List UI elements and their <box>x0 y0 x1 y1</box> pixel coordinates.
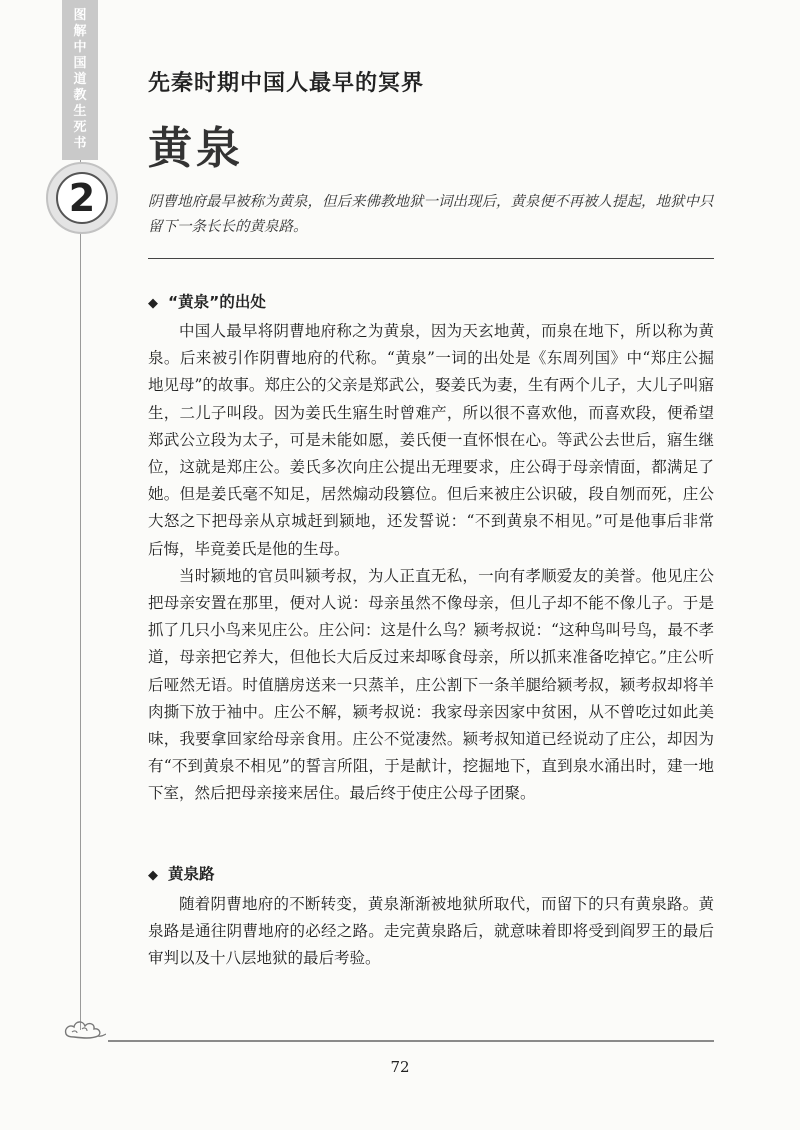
body-paragraph: 当时颍地的官员叫颍考叔，为人正直无私，一向有孝顺爱友的美誉。他见庄公把母亲安置在那里，便对人说：母亲虽然不像母亲，但儿子却不能不像儿子。于是抓了几只小鸟来见庄公。庄公问：这是什么鸟？颍考叔说：“这种鸟叫号鸟，最不孝道，母亲把它养大，但他长大后反过来却啄食母亲，所以抓来准备吃掉它。”庄公听后哑然无语。时值膳房送来一只蒸羊，庄公割下一条羊腿给颍考叔，颍考叔却将羊肉撕下放于袖中。庄公不解，颍考叔说：我家母亲因家中贫困，从不曾吃过如此美味，我要拿回家给母亲食用。庄公不觉凄然。颍考叔知道已经说动了庄公，却因为有“不到黄泉不相见”的誓言所阻，于是献计，挖掘地下，直到泉水涌出时，建一地下室，然后把母亲接来居住。最后终于使庄公母子团聚。 <box>148 566 714 803</box>
page-title: 黄泉 <box>148 123 244 174</box>
section-body-origin <box>148 318 714 808</box>
body-paragraph: 中国人最早将阴曹地府称之为黄泉，因为天玄地黄，而泉在地下，所以称为黄泉。后来被引作阴曹地府的代称。“黄泉”一词的出处是《东周列国》中“郑庄公掘地见母”的故事。郑庄公的父亲是郑武公，娶姜氏为妻，生有两个儿子，大儿子叫寤生，二儿子叫段。因为姜氏生寤生时曾难产，所以很不喜欢他，而喜欢段，便希望郑武公立段为太子，可是未能如愿，姜氏便一直怀恨在心。等武公去世后，寤生继位，这就是郑庄公。姜氏多次向庄公提出无理要求，庄公碍于母亲情面，都满足了她。但是姜氏毫不知足，居然煽动段篡位。但后来被庄公识破，段自刎而死，庄公大怒之下把母亲从京城赶到颍地，还发誓说：“不到黄泉不相见。”可是他事后非常后悔，毕竟姜氏是他的生母。 <box>148 322 714 558</box>
section-heading-origin <box>148 290 266 312</box>
section-heading-text: “黄泉”的出处 <box>168 293 266 311</box>
section-heading-text: 黄泉路 <box>168 865 215 883</box>
body-paragraph: 随着阴曹地府的不断转变，黄泉渐渐被地狱所取代，而留下的只有黄泉路。黄泉路是通往阴曹地府的必经之路。走完黄泉路后，就意味着即将受到阎罗王的最后审判以及十八层地狱的最后考验。 <box>148 895 714 968</box>
cloud-ornament-icon <box>62 1016 106 1042</box>
intro-divider <box>148 258 714 259</box>
footer-divider <box>108 1040 714 1042</box>
margin-vertical-line <box>80 160 81 1030</box>
diamond-bullet-icon: ◆ <box>148 296 158 311</box>
page-number: 72 <box>390 1058 410 1076</box>
intro-paragraph: 阴曹地府最早被称为黄泉，但后来佛教地狱一词出现后，黄泉便不再被人提起，地狱中只留下一条长长的黄泉路。 <box>148 194 714 235</box>
section-heading-road <box>148 862 215 884</box>
diamond-bullet-icon: ◆ <box>148 868 158 883</box>
page-subtitle: 先秦时期中国人最早的冥界 <box>148 71 425 96</box>
chapter-badge <box>46 162 118 234</box>
side-tab-text: 图解中国道教生死书 <box>73 8 87 151</box>
chapter-number: 2 <box>56 172 108 224</box>
section-body-road <box>148 891 714 973</box>
